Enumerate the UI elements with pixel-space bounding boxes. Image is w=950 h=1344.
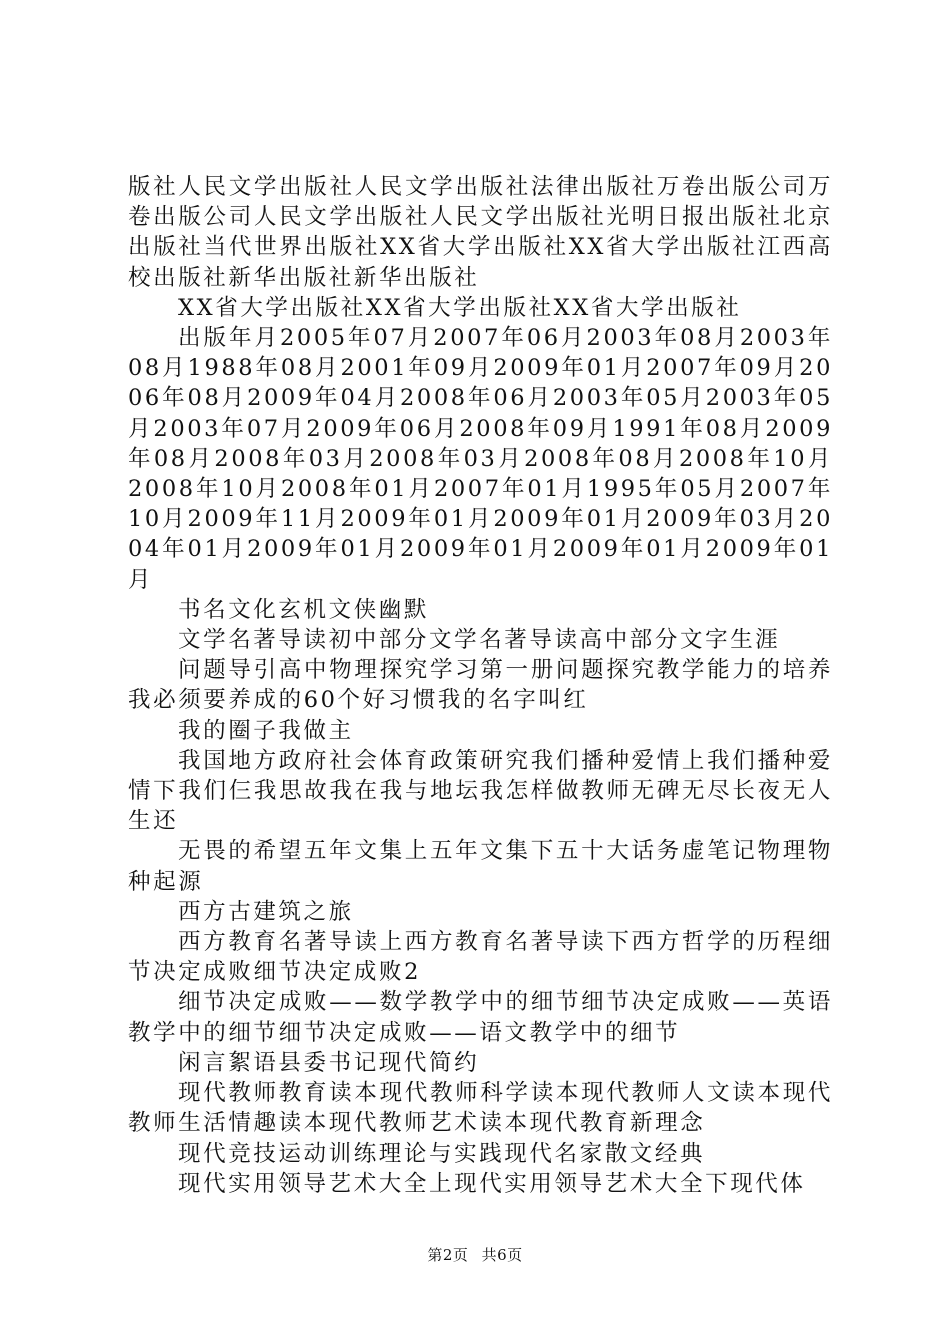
paragraph: XX省大学出版社XX省大学出版社XX省大学出版社 (178, 294, 742, 321)
paragraph: 西方教育名著导读上西方教育名著导读下西方哲学的历程细节决定成败细节决定成败2 (128, 929, 833, 986)
paragraph: 问题导引高中物理探究学习第一册问题探究教学能力的培养我必须要养成的60个好习惯我的名字叫红 (128, 657, 833, 714)
paragraph: 西方古建筑之旅 (178, 898, 354, 925)
paragraph: 细节决定成败——数学教学中的细节细节决定成败——英语教学中的细节细节决定成败——语文教学中的细节 (128, 989, 833, 1046)
paragraph: 出版年月2005年07月2007年06月2003年08月2003年08月1988年08月2001年09月2009年01月2007年09月2006年08月2009年04月2008年06月2003年05月2003年05月2003年07月2009年06月2008年09月1991年08月2009年08月2008年03月2008年03月2008年08月2008年10月2008年10月2008年01月2007年01月1995年05月2007年10月2009年11月2009年01月2009年01月2009年03月2004年01月2009年01月2009年01月2009年01月2009年01月 (128, 325, 833, 593)
paragraph: 无畏的希望五年文集上五年文集下五十大话务虚笔记物理物种起源 (128, 838, 833, 895)
paragraph: 书名文化玄机文侠幽默 (178, 596, 430, 623)
paragraph: 我的圈子我做主 (178, 717, 354, 744)
paragraph: 文学名著导读初中部分文学名著导读高中部分文字生涯 (178, 627, 781, 654)
document-body (128, 172, 833, 1199)
paragraph: 现代教师教育读本现代教师科学读本现代教师人文读本现代教师生活情趣读本现代教师艺术读本现代教育新理念 (128, 1080, 833, 1137)
paragraph: 闲言絮语县委书记现代简约 (178, 1049, 480, 1076)
paragraph: 我国地方政府社会体育政策研究我们播种爱情上我们播种爱情下我们仨我思故我在我与地坛我怎样做教师无碑无尽长夜无人生还 (128, 747, 833, 835)
page-footer (0, 1244, 950, 1265)
paragraph: 现代实用领导艺术大全上现代实用领导艺术大全下现代体 (178, 1170, 806, 1197)
paragraph: 现代竞技运动训练理论与实践现代名家散文经典 (178, 1140, 706, 1167)
paragraph: 版社人民文学出版社人民文学出版社法律出版社万卷出版公司万卷出版公司人民文学出版社人民文学出版社光明日报出版社北京出版社当代世界出版社XX省大学出版社XX省大学出版社江西高校出版社新华出版社新华出版社 (128, 174, 833, 291)
page-total: 共6页 (481, 1246, 523, 1264)
page-number: 第2页 (427, 1246, 469, 1264)
